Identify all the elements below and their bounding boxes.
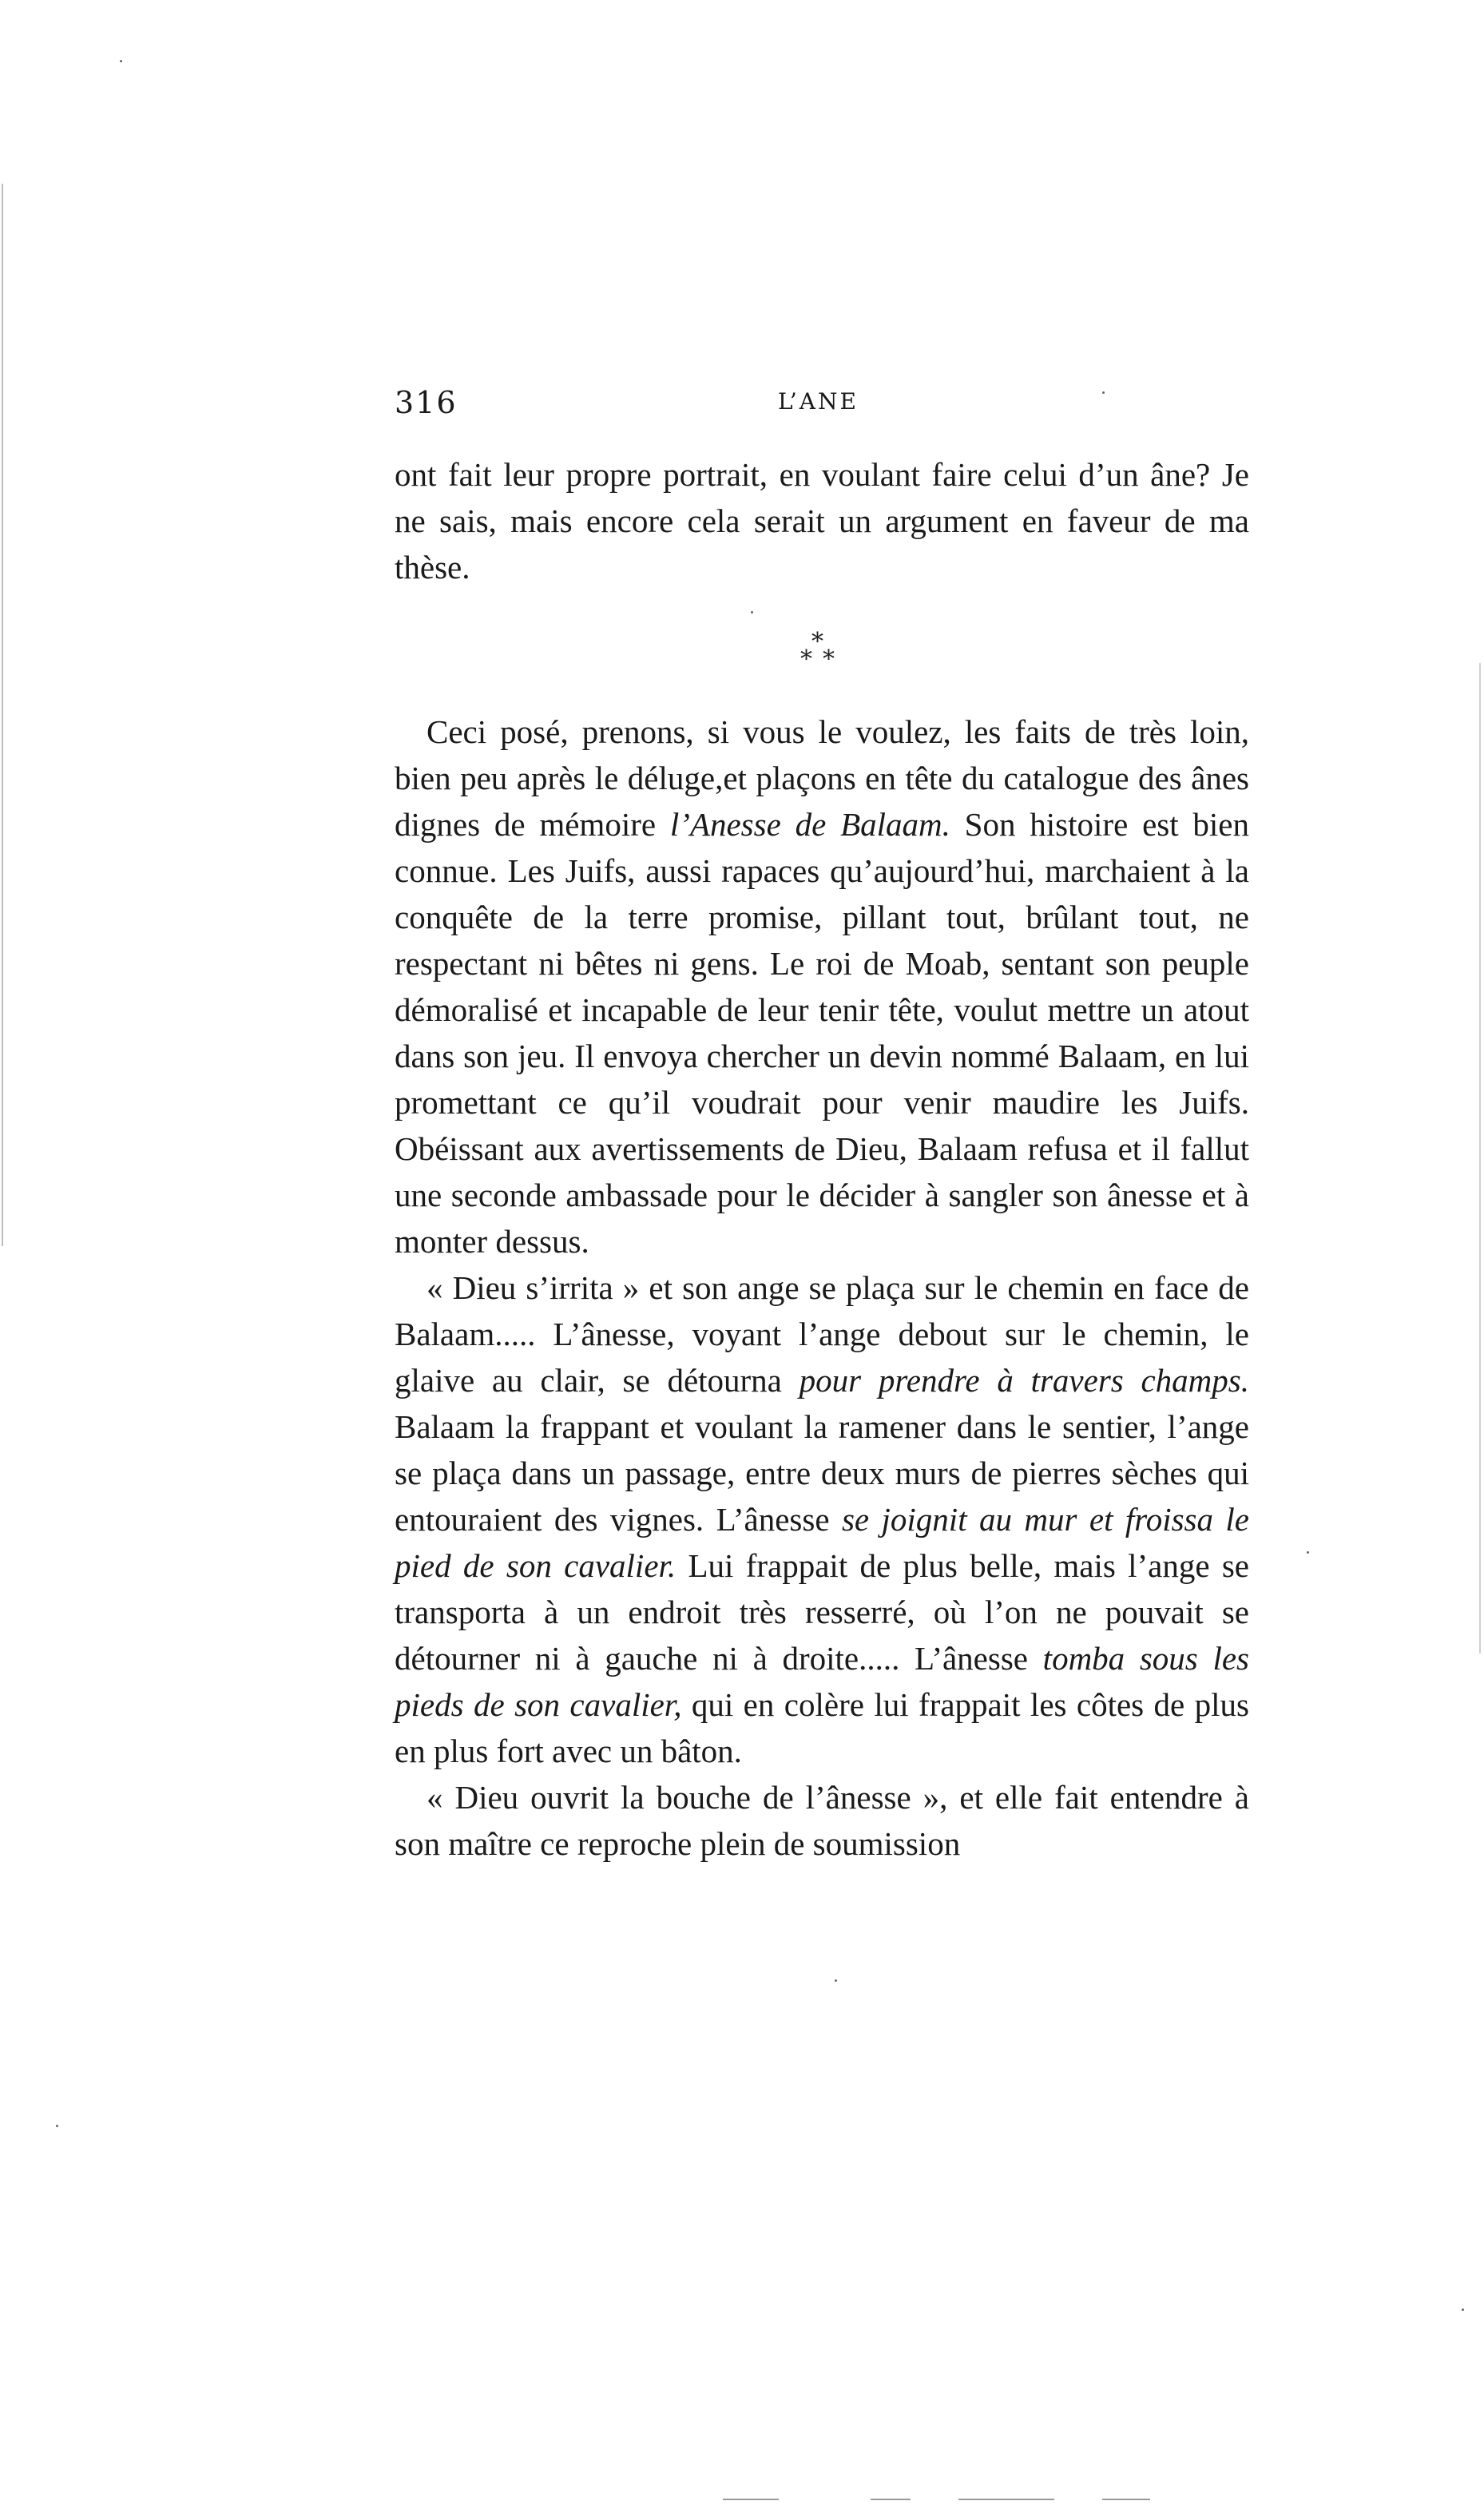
text-run: qui en colère lui frappait les côtes de plus en plus fort avec un bâton. bbox=[395, 1686, 1249, 1769]
text-run: Ceci posé, prenons, si vous le voulez, les faits de très loin, bien peu après le déluge,et plaçons en tête du catalogue des ânes dignes de mémoire bbox=[395, 713, 1249, 843]
bottom-rule bbox=[871, 2499, 911, 2500]
page-header bbox=[395, 385, 1249, 425]
paragraph-donkey-speaks bbox=[395, 1774, 1249, 1867]
paragraph-angle-on-path bbox=[395, 1264, 1249, 1774]
text-run: Lui frappait de plus belle, mais l’ange se transporta à un endroit très resserré, où l’on ne pouvait se détourner ni à gauche ni à droite..... L’ânesse bbox=[395, 1547, 1250, 1677]
asterism-star: * bbox=[823, 645, 835, 673]
page-number: 316 bbox=[395, 385, 458, 420]
italic-run: pour prendre à travers champs. bbox=[799, 1362, 1249, 1399]
paragraph-balaam-intro bbox=[395, 709, 1249, 1264]
bottom-rule bbox=[958, 2499, 1054, 2500]
running-title: L’ANE bbox=[778, 388, 859, 415]
body-text bbox=[395, 451, 1249, 1867]
italic-run: se joignit au mur et froissa le pied de son cavalier. bbox=[395, 1501, 1249, 1584]
italic-run: tomba sous les pieds de son cavalier, bbox=[395, 1640, 1249, 1723]
text-run: « Dieu ouvrit la bouche de l’ânesse », et elle fait entendre à son maître ce reproche plein de soumission bbox=[395, 1779, 1249, 1862]
print-speck bbox=[1462, 2309, 1464, 2311]
print-speck bbox=[120, 60, 122, 62]
section-break-asterism bbox=[395, 590, 1249, 709]
bottom-rule bbox=[1102, 2499, 1150, 2500]
print-speck bbox=[751, 611, 753, 613]
paragraph-continuation bbox=[395, 451, 1249, 590]
print-speck bbox=[835, 1979, 837, 1982]
print-speck bbox=[1307, 1551, 1309, 1554]
text-run: Balaam la frappant et voulant la ramener dans le sentier, l’ange se plaça dans un passage, entre deux murs de pierres sèches qui entouraient des vignes. L’ânesse bbox=[395, 1408, 1249, 1538]
italic-run: l’Anesse de Balaam. bbox=[669, 806, 950, 843]
print-speck bbox=[56, 2125, 58, 2127]
left-page-edge bbox=[2, 184, 3, 1246]
bottom-rule bbox=[723, 2499, 779, 2500]
asterism-star: * bbox=[800, 645, 812, 673]
text-run: Son histoire est bien connue. Les Juifs, aussi rapaces qu’aujourd’hui, marchaient à la conquête de la terre promise, pillant tout, brûlant tout, ne respectant ni bêtes ni gens. Le roi de Moab, sentant son peuple démoralisé et incapable de leur tenir tête, voulut mettre un atout dans son jeu. Il envoya chercher un devin nommé Balaam, en lui promettant ce qu’il voudrait pour venir maudire les Juifs. Obéissant aux avertissements de Dieu, Balaam refusa et il fallut une seconde ambassade pour le décider à sangler son ânesse et à monter dessus. bbox=[395, 806, 1249, 1260]
asterism-star: * bbox=[811, 628, 823, 656]
print-speck bbox=[1102, 391, 1105, 394]
text-run: « Dieu s’irrita » et son ange se plaça sur le chemin en face de Balaam..... L’ânesse, voyant l’ange debout sur le chemin, le glaive au clair, se détourna bbox=[395, 1269, 1249, 1399]
text-run: ont fait leur propre portrait, en voulant faire celui d’un âne? Je ne sais, mais encore cela serait un argument en faveur de ma thèse. bbox=[395, 456, 1249, 586]
right-page-edge bbox=[1479, 663, 1481, 1653]
